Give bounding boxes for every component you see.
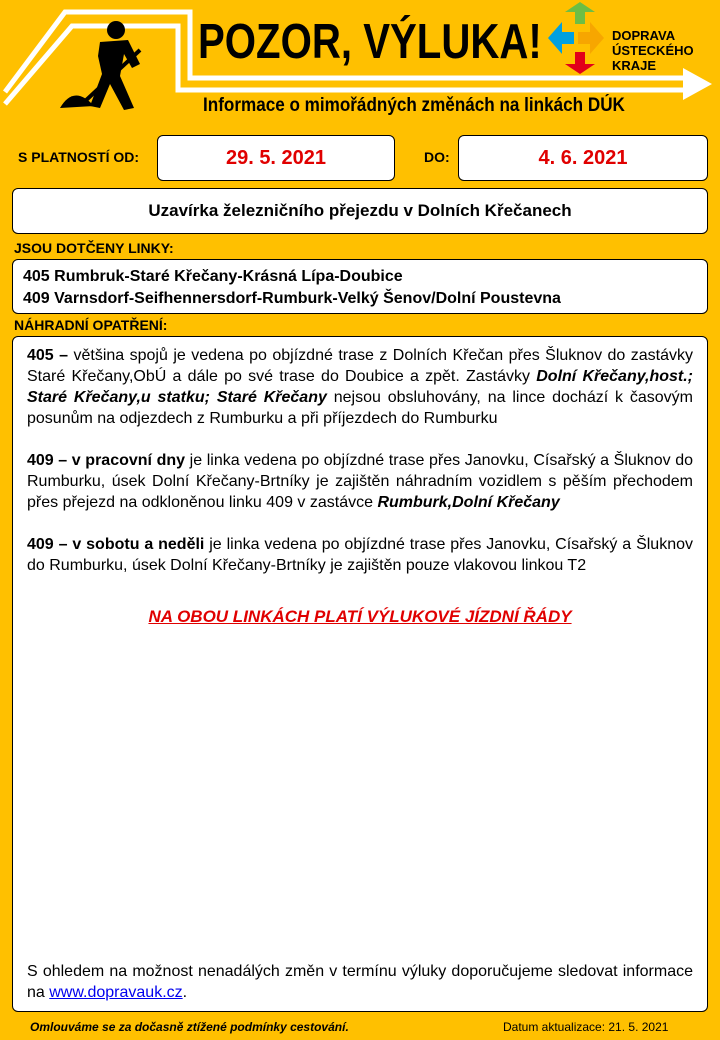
- measure-409-weekdays: 409 – v pracovní dny je linka vedena po objízdné trase přes Janovku, Císařský a Šluknov do Rumburku, úsek Dolní Křečany-Brtníky je zajištěn náhradním vozidlem s pěším přechodem přes přejezd na odkloněnou linku 409 v zastávce Rumburk,Dolní Křečany: [27, 452, 694, 511]
- valid-to-date: 4. 6. 2021: [458, 135, 708, 181]
- affected-line-405: 405 Rumbruk-Staré Křečany-Krásná Lípa-Doubice: [23, 268, 403, 285]
- valid-to-label: DO:: [424, 149, 450, 165]
- affected-lines-label: JSOU DOTČENY LINKY:: [14, 240, 174, 256]
- update-date: Datum aktualizace: 21. 5. 2021: [503, 1020, 669, 1034]
- measures-box: [12, 336, 708, 1012]
- valid-from-label: S PLATNOSTÍ OD:: [18, 149, 140, 165]
- affected-line-409: 409 Varnsdorf-Seifhennersdorf-Rumburk-Velký Šenov/Dolní Poustevna: [23, 290, 561, 307]
- poster-title: POZOR, VÝLUKA!: [198, 15, 542, 69]
- valid-from-date: 29. 5. 2021: [157, 135, 395, 181]
- road-worker-icon: [60, 21, 140, 110]
- measure-409-weekend: 409 – v sobotu a neděli je linka vedena po objízdné trase přes Janovku, Císařský a Šluknov do Rumburku, úsek Dolní Křečany-Brtníky je zajištěn pouze vlakovou linkou T2: [27, 536, 693, 574]
- measures-label: NÁHRADNÍ OPATŘENÍ:: [14, 317, 168, 333]
- timetable-notice: NA OBOU LINKÁCH PLATÍ VÝLUKOVÉ JÍZDNÍ ŘÁDY: [148, 607, 572, 626]
- duk-logo-icon: [548, 2, 604, 74]
- logo-text: DOPRAVA ÚSTECKÉHO KRAJE: [612, 28, 694, 73]
- affected-lines-box: [12, 259, 708, 314]
- measure-405: 405 – většina spojů je vedena po objízdné trase z Dolních Křečan přes Šluknov do zastávky Staré Křečany,ObÚ a dále po své trase do Doubice a zpět. Zastávky Dolní Křečany,host.; Staré Křečany,u statku; Staré Křečany nejsou obsluhovány, na lince dochází k časovým posunům na odjezdech z Rumburku a při příjezdech do Rumburku: [27, 347, 694, 427]
- poster-subtitle: Informace o mimořádných změnách na linkách DÚK: [203, 95, 625, 116]
- closing-note: S ohledem na možnost nenadálých změn v termínu výluky doporučujeme sledovat informace na www.dopravauk.cz.: [27, 963, 693, 1001]
- dopravauk-link[interactable]: www.dopravauk.cz: [49, 984, 183, 1001]
- closure-topic: Uzavírka železničního přejezdu v Dolních Křečanech: [12, 188, 708, 234]
- apology-note: Omlouváme se za dočasně ztížené podmínky cestování.: [30, 1020, 349, 1034]
